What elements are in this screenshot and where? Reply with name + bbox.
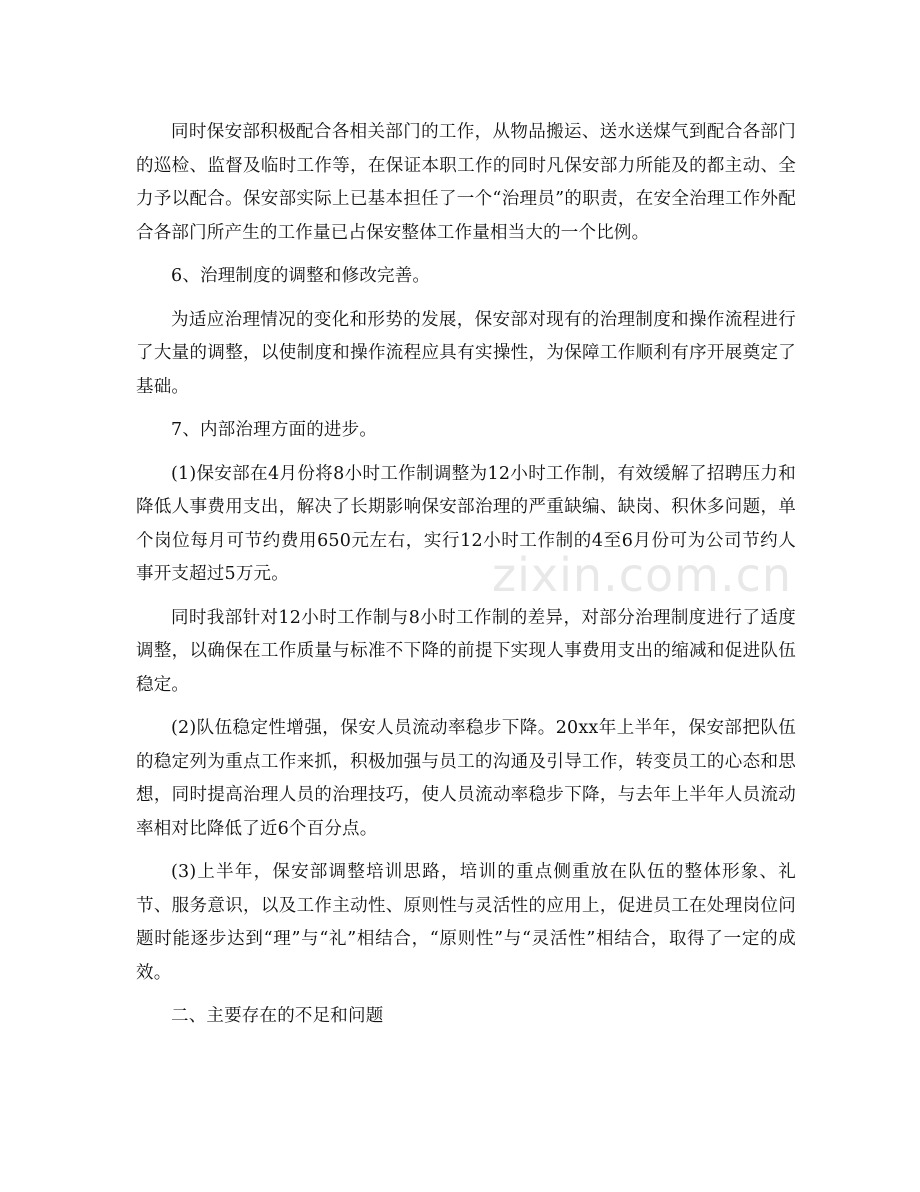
paragraph-point-2: (2)队伍稳定性增强，保安人员流动率稳步下降。20xx年上半年，保安部把队伍的稳定列为重点工作来抓，积极加强与员工的沟通及引导工作，转变员工的心态和思想，同时提高治理人员的治理技巧，使人员流动率稳步下降，与去年上半年人员流动率相对比降低了近6个百分点。 [136,718,796,839]
paragraph-point-3: (3)上半年，保安部调整培训思路，培训的重点侧重放在队伍的整体形象、礼节、服务意识，以及工作主动性、原则性与灵活性的应用上，促进员工在处理岗位问题时能逐步达到“理”与“礼”相结合，“原则性”与“灵活性”相结合，取得了一定的成效。 [136,862,796,983]
paragraph-shift-adjustment: 同时我部针对12小时工作制与8小时工作制的差异，对部分治理制度进行了适度调整，以确保在工作质量与标准不下降的前提下实现人事费用支出的缩减和促进队伍稳定。 [136,607,796,695]
heading-item-7: 7、内部治理方面的进步。 [171,420,378,440]
watermark-text: zixin.com.cn [492,548,793,602]
paragraph-point-1: (1)保安部在4月份将8小时工作制调整为12小时工作制，有效缓解了招聘压力和降低人事费用支出，解决了长期影响保安部治理的严重缺编、缺岗、积休多问题，单个岗位每月可节约费用650元左右，实行12小时工作制的4至6月份可为公司节约人事开支超过5万元。 [136,463,796,584]
heading-item-6: 6、治理制度的调整和修改完善。 [171,266,431,286]
document-body [136,116,796,1044]
paragraph-system-adjustment: 为适应治理情况的变化和形势的发展，保安部对现有的治理制度和操作流程进行了大量的调整，以使制度和操作流程应具有实操性，为保障工作顺利有序开展奠定了基础。 [136,309,796,397]
paragraph-cooperation: 同时保安部积极配合各相关部门的工作，从物品搬运、送水送煤气到配合各部门的巡检、监督及临时工作等，在保证本职工作的同时凡保安部力所能及的都主动、全力予以配合。保安部实际上已基本担任了一个“治理员”的职责，在安全治理工作外配合各部门所产生的工作量已占保安整体工作量相当大的一个比例。 [136,122,796,243]
section-heading-problems: 二、主要存在的不足和问题 [171,1006,384,1026]
